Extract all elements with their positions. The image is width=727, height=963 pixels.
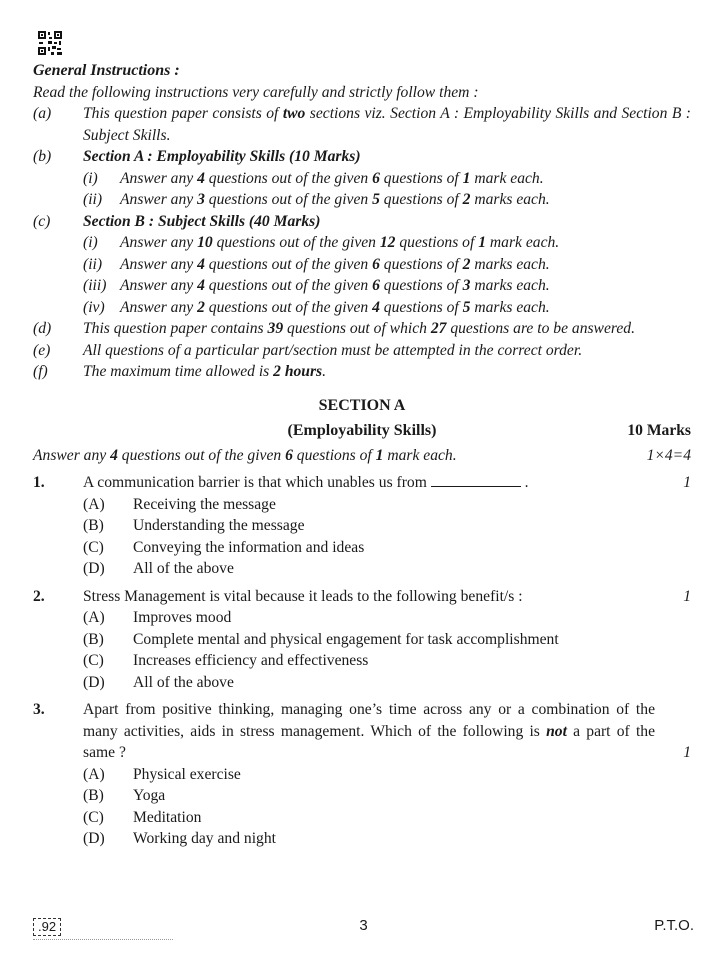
question-1 [33,472,691,580]
instruction-c [33,211,691,233]
instruction-b-i [33,168,691,190]
option-b: (B) Complete mental and physical engagement for task accomplishment [83,630,559,648]
question-3 [33,699,691,850]
sub-text: Answer any 10 questions out of the given 12 questions of 1 mark each. [120,234,560,251]
question-marks: 1 [683,587,691,605]
question-number: 1. [33,474,45,491]
pto-label: P.T.O. [654,917,694,934]
instruction-b [33,146,691,168]
option-c: (C) Increases efficiency and effectiveness [83,652,369,669]
instruction-label: (e) [33,341,51,359]
instruction-d [33,318,691,340]
answer-marks: 1×4=4 [646,446,691,464]
page-footer [0,915,727,945]
instruction-text: The maximum time allowed is 2 hours. [83,363,327,380]
instruction-label: (f) [33,363,48,380]
instruction-text: This question paper consists of two sections viz. Section A : Employability Skills and Section B : Subject Skills. [83,105,691,144]
answer-blank [431,472,521,487]
option-a: (A) Improves mood [83,609,232,626]
option-a: (A) Receiving the message [83,495,276,513]
sub-text: Answer any 4 questions out of the given 6 questions of 2 marks each. [120,255,550,273]
instruction-text: All questions of a particular part/section must be attempted in the correct order. [83,341,583,359]
instruction-e [33,340,691,362]
instruction-label: (a) [33,105,52,122]
question-number: 2. [33,587,45,605]
option-d: (D) All of the above [83,560,234,577]
exam-page-content [33,60,691,850]
instruction-a [33,103,691,146]
sub-text: Answer any 4 questions out of the given 6 questions of 3 marks each. [120,277,550,294]
question-number: 3. [33,701,45,718]
page-number: 3 [359,917,368,934]
instruction-heading: Section B : Subject Skills (40 Marks) [83,212,321,230]
question-marks: 1 [683,474,691,491]
section-answer-instruction [33,445,691,467]
instruction-label: (c) [33,212,51,230]
section-title: SECTION A [318,396,406,414]
instruction-c-iv [33,297,691,319]
option-b: (B) Understanding the message [83,517,305,534]
sub-text: Answer any 3 questions out of the given 5 questions of 2 marks each. [120,191,550,208]
question-2 [33,586,691,694]
sub-label: (ii) [83,191,103,208]
answer-text: Answer any 4 questions out of the given 6 questions of 1 mark each. [33,446,457,464]
qr-code-icon [37,30,63,56]
option-c: (C) Conveying the information and ideas [83,538,365,556]
footer-rule [33,939,173,940]
instruction-label: (d) [33,320,52,337]
instruction-heading: Section A : Employability Skills (10 Marks) [83,148,361,165]
option-c: (C) Meditation [83,808,202,826]
instructions-title: General Instructions : [33,62,180,79]
option-b: (B) Yoga [83,787,166,804]
instruction-c-iii [33,275,691,297]
sub-text: Answer any 2 questions out of the given 4 questions of 5 marks each. [120,298,550,316]
instruction-text: This question paper contains 39 questions out of which 27 questions are to be answered. [83,320,635,337]
sub-label: (iii) [83,277,107,294]
section-subtitle: (Employability Skills) [287,422,437,439]
option-d: (D) Working day and night [83,830,276,847]
question-text: Apart from positive thinking, managing one’s time across any or a combination of the many activities, aids in stress management. Which of the following is not a part of the same ? [83,701,655,761]
instruction-label: (b) [33,148,52,165]
instruction-c-ii [33,254,691,276]
option-a: (A) Physical exercise [83,765,241,783]
question-text: A communication barrier is that which unables us from . [83,474,529,491]
question-text: Stress Management is vital because it leads to the following benefit/s : [83,587,523,605]
instruction-c-i [33,232,691,254]
sub-label: (ii) [83,255,103,273]
section-subtitle-row [33,420,691,442]
instructions-intro: Read the following instructions very carefully and strictly follow them : [33,83,479,101]
sub-text: Answer any 4 questions out of the given 6 questions of 1 mark each. [120,169,544,187]
sub-label: (i) [83,169,98,187]
instruction-b-ii [33,189,691,211]
sub-label: (i) [83,234,98,251]
sub-label: (iv) [83,298,105,316]
option-d: (D) All of the above [83,673,234,691]
paper-code: .92 [33,918,61,936]
question-marks: 1 [683,744,691,761]
instruction-f [33,361,691,383]
section-marks: 10 Marks [627,422,691,439]
